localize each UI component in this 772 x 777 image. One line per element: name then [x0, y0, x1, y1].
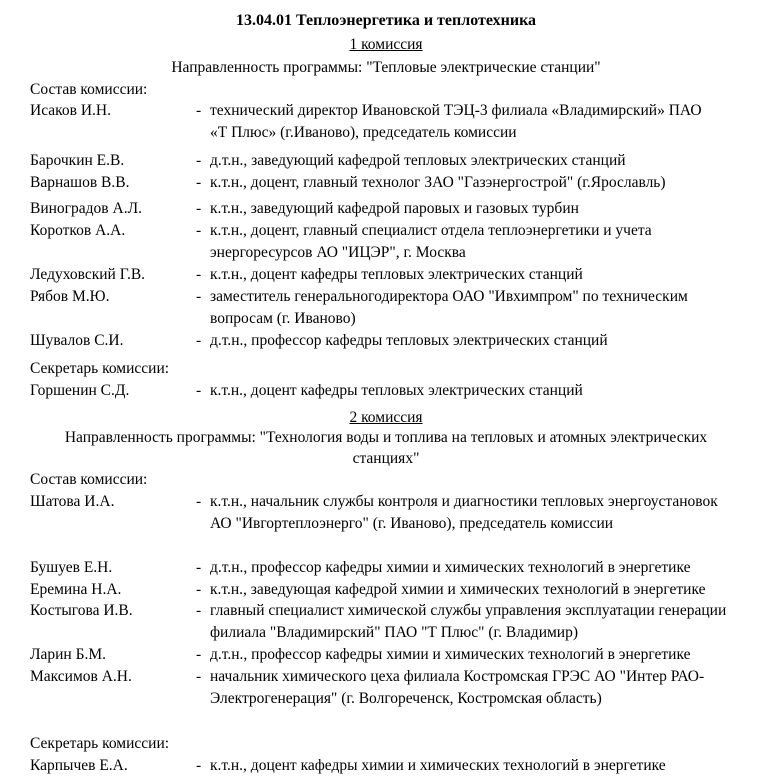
- member-desc: начальник химического цеха филиала Костромская ГРЭС АО "Интер РАО-: [210, 668, 705, 685]
- member-desc: д.т.н., заведующий кафедрой тепловых электрических станций: [210, 152, 626, 169]
- dash: -: [196, 602, 202, 619]
- member-name: Бушуев Е.Н.: [30, 559, 113, 576]
- dash: -: [196, 200, 202, 217]
- member-name: Карпычев Е.А.: [30, 757, 128, 774]
- member-name: Варнашов В.В.: [30, 174, 130, 191]
- member-name: Максимов А.Н.: [30, 668, 132, 685]
- dash: -: [196, 382, 202, 399]
- member-desc: к.т.н., доцент, главный специалист отдела теплоэнергетики и учета: [210, 222, 652, 239]
- member-desc: к.т.н., доцент, главный технолог ЗАО "Газэнергострой" (г.Ярославль): [210, 174, 666, 191]
- member-desc: к.т.н., доцент кафедры тепловых электрических станций: [210, 382, 583, 399]
- member-desc: главный специалист химической службы управления эксплуатации генерации: [210, 602, 727, 619]
- dash: -: [196, 152, 202, 169]
- secretary-label: Секретарь комиссии:: [30, 360, 170, 377]
- dash: -: [196, 668, 202, 685]
- dash: -: [196, 493, 202, 510]
- member-desc: заместитель генеральногодиректора ОАО "Ивхимпром" по техническим: [210, 288, 688, 305]
- member-desc: энергоресурсов АО "ИЦЭР", г. Москва: [210, 244, 466, 261]
- member-name: Горшенин С.Д.: [30, 382, 130, 399]
- member-name: Костыгова И.В.: [30, 602, 133, 619]
- dash: -: [196, 222, 202, 239]
- dash: -: [196, 581, 202, 598]
- dash: -: [196, 266, 202, 283]
- commission-1-heading: 1 комиссия: [349, 36, 423, 53]
- member-name: Ледуховский Г.В.: [30, 266, 146, 283]
- member-name: Ларин Б.М.: [30, 646, 107, 663]
- member-desc: к.т.н., заведующий кафедрой паровых и газовых турбин: [210, 200, 579, 217]
- commission-2-focus: Направленность программы: "Технология воды и топлива на тепловых и атомных электрических: [64, 429, 708, 446]
- member-desc: АО "Ивгортеплоэнерго" (г. Иваново), председатель комиссии: [210, 515, 614, 532]
- commission-2-focus: станциях": [352, 450, 420, 467]
- member-name: Рябов М.Ю.: [30, 288, 110, 305]
- document-title: 13.04.01 Теплоэнергетика и теплотехника: [235, 12, 537, 29]
- member-desc: к.т.н., доцент кафедры химии и химических технологий в энергетике: [210, 757, 666, 774]
- member-desc: к.т.н., заведующая кафедрой химии и химических технологий в энергетике: [210, 581, 706, 598]
- member-name: Еремина Н.А.: [30, 581, 122, 598]
- member-desc: д.т.н., профессор кафедры химии и химических технологий в энергетике: [210, 559, 691, 576]
- dash: -: [196, 757, 202, 774]
- composition-label: Состав комиссии:: [30, 471, 148, 488]
- member-desc: «Т Плюс» (г.Иваново), председатель комиссии: [210, 124, 517, 141]
- member-desc: д.т.н., профессор кафедры тепловых электрических станций: [210, 332, 608, 349]
- commission-1-focus: Направленность программы: "Тепловые электрические станции": [171, 59, 601, 76]
- member-desc: д.т.н., профессор кафедры химии и химических технологий в энергетике: [210, 646, 691, 663]
- dash: -: [196, 102, 202, 119]
- member-desc: филиала "Владимирский" ПАО "Т Плюс" (г. Владимир): [210, 624, 579, 641]
- dash: -: [196, 288, 202, 305]
- member-name: Шатова И.А.: [30, 493, 115, 510]
- member-desc: технический директор Ивановской ТЭЦ-3 филиала «Владимирский» ПАО: [210, 102, 702, 119]
- member-name: Исаков И.Н.: [30, 102, 111, 119]
- member-name: Виноградов А.Л.: [30, 200, 142, 217]
- secretary-label: Секретарь комиссии:: [30, 735, 170, 752]
- dash: -: [196, 174, 202, 191]
- member-desc: к.т.н., начальник службы контроля и диагностики тепловых энергоустановок: [210, 493, 718, 510]
- dash: -: [196, 332, 202, 349]
- member-name: Коротков А.А.: [30, 222, 126, 239]
- member-name: Барочкин Е.В.: [30, 152, 125, 169]
- commission-2-heading: 2 комиссия: [349, 409, 423, 426]
- dash: -: [196, 559, 202, 576]
- dash: -: [196, 646, 202, 663]
- member-desc: Электрогенерация" (г. Волгореченск, Костромская область): [210, 690, 602, 707]
- composition-label: Состав комиссии:: [30, 81, 148, 98]
- member-name: Шувалов С.И.: [30, 332, 124, 349]
- member-desc: к.т.н., доцент кафедры тепловых электрических станций: [210, 266, 583, 283]
- member-desc: вопросам (г. Иваново): [210, 310, 356, 327]
